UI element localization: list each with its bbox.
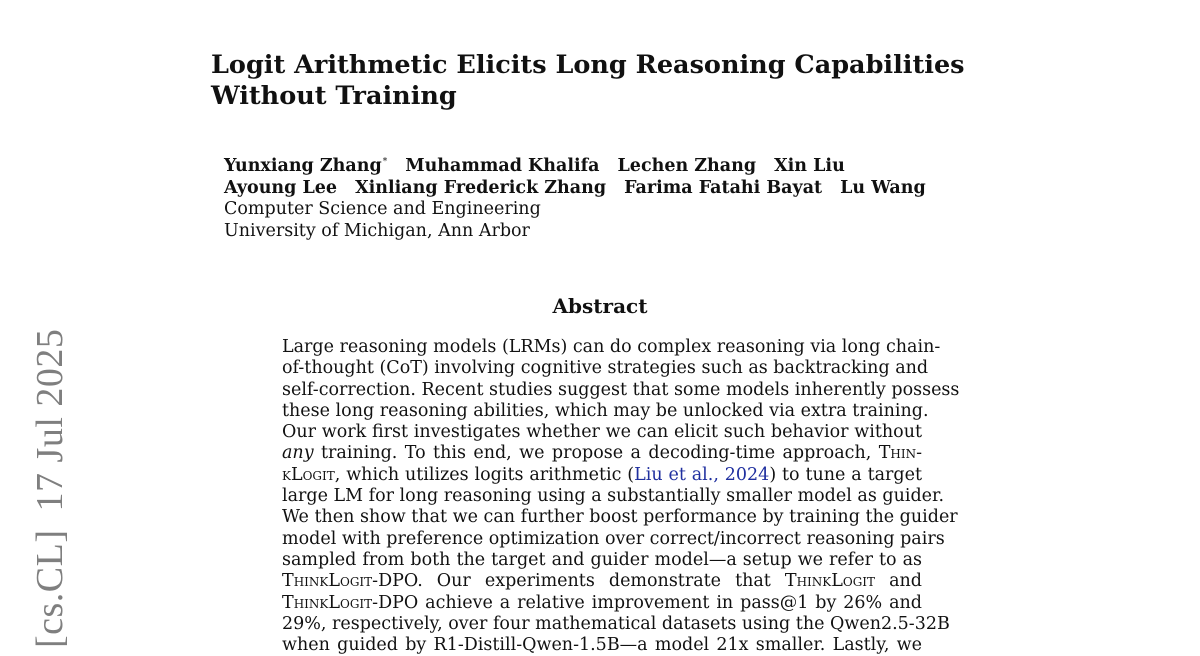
title-line-1: Logit Arithmetic Elicits Long Reasoning Capabilities bbox=[211, 50, 965, 80]
author-name: Yunxiang Zhang* bbox=[224, 156, 388, 176]
author-name: Ayoung Lee bbox=[224, 177, 338, 198]
abstract-line: self-correction. Recent studies suggest that some models inherently possess bbox=[282, 379, 960, 400]
author-name: Farima Fatahi Bayat bbox=[624, 177, 823, 198]
arxiv-category: [cs.CL] bbox=[29, 529, 71, 648]
title-line-2: Without Training bbox=[211, 81, 457, 111]
author-name: Xin Liu bbox=[774, 156, 845, 176]
citation-link[interactable]: Liu et al., 2024 bbox=[634, 464, 770, 485]
abstract-line: ThinkLogit-DPO achieve a relative improvement in pass@1 by 26% and bbox=[282, 592, 922, 613]
author-name: Xinliang Frederick Zhang bbox=[355, 177, 607, 198]
abstract-heading: Abstract bbox=[552, 294, 648, 318]
abstract-line: sampled from both the target and guider model—a setup we refer to as bbox=[282, 549, 922, 570]
equal-contribution-mark: * bbox=[382, 157, 388, 167]
abstract-line: when guided by R1-Distill-Qwen-1.5B—a model 21x smaller. Lastly, we bbox=[282, 635, 922, 656]
arxiv-date: 17 Jul 2025 bbox=[29, 328, 71, 512]
abstract-body bbox=[282, 337, 960, 656]
abstract-line: kLogit, which utilizes logits arithmetic (Liu et al., 2024) to tune a target bbox=[282, 464, 922, 485]
affiliation-university: University of Michigan, Ann Arbor bbox=[224, 220, 530, 241]
author-name: Lechen Zhang bbox=[617, 156, 757, 176]
abstract-line: Large reasoning models (LRMs) can do complex reasoning via long chain- bbox=[282, 337, 941, 357]
author-row-1 bbox=[224, 152, 944, 178]
abstract-line: any training. To this end, we propose a decoding-time approach, Thin- bbox=[282, 443, 922, 464]
abstract-line: of-thought (CoT) involving cognitive strategies such as backtracking and bbox=[282, 358, 929, 379]
abstract-line: these long reasoning abilities, which may be unlocked via extra training. bbox=[282, 400, 929, 421]
abstract-line: We then show that we can further boost performance by training the guider bbox=[282, 507, 958, 528]
paper-title bbox=[211, 50, 971, 112]
abstract-line: model with preference optimization over correct/incorrect reasoning pairs bbox=[282, 528, 945, 549]
author-name: Muhammad Khalifa bbox=[405, 156, 600, 176]
arxiv-sidebar-stamp bbox=[28, 329, 72, 648]
abstract-line: 29%, respectively, over four mathematical datasets using the Qwen2.5-32B bbox=[282, 613, 950, 634]
author-block bbox=[224, 152, 944, 242]
abstract-line: large LM for long reasoning using a substantially smaller model as guider. bbox=[282, 486, 945, 507]
abstract-line: Our work first investigates whether we can elicit such behavior without bbox=[282, 422, 922, 443]
author-row-2 bbox=[224, 178, 944, 200]
author-name: Lu Wang bbox=[840, 177, 926, 198]
affiliation-department: Computer Science and Engineering bbox=[224, 199, 541, 219]
abstract-line: ThinkLogit-DPO. Our experiments demonstrate that ThinkLogit and bbox=[282, 571, 922, 592]
